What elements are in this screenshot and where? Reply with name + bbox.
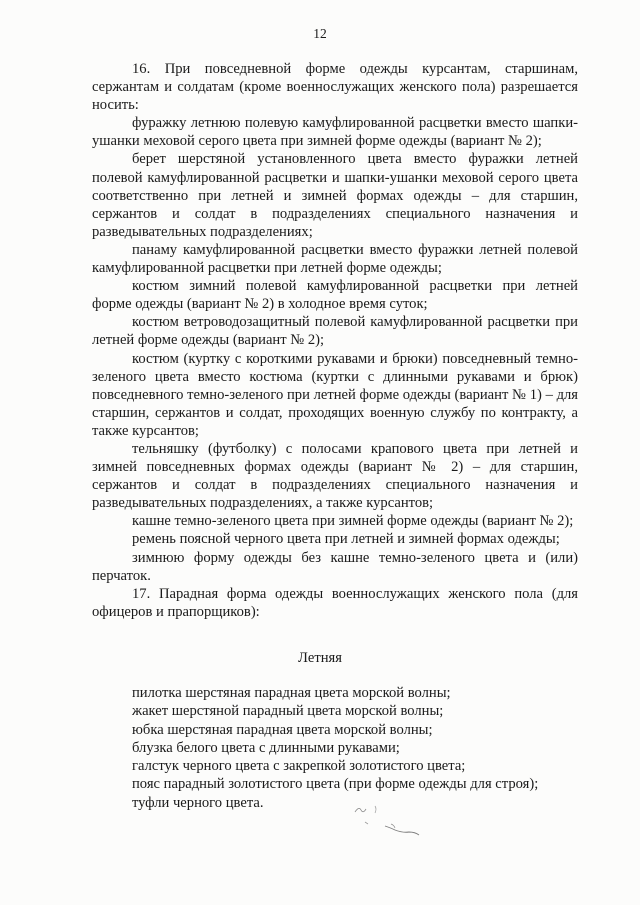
paragraph: ремень поясной черного цвета при летней и зимней формах одежды; [132, 531, 560, 548]
paragraph: костюм зимний полевой камуфлированной расцветки при летней форме одежды (вариант № 2) в холодное время суток; [92, 278, 578, 313]
summer-uniform-list [132, 684, 592, 812]
paragraph: берет шерстяной установленного цвета вместо фуражки летней полевой камуфлированной расцветки и шапки-ушанки меховой серого цвета соответственно при летней и зимней формах одежды – для старшин, сержантов и солдат в подразделениях специального назначения и разведывательных подразделениях; [92, 151, 578, 240]
paragraph: костюм (куртку с короткими рукавами и брюки) повседневный темно-зеленого цвета вместо костюма (куртки с длинными рукавами и брюк) повседневного темно-зеленого при летней форме одежды (вариант № 1) – для старшин, сержантов и солдат, проходящих военную службу по контракту, а также курсантов; [92, 350, 578, 439]
body-text [92, 60, 578, 621]
list-item: пояс парадный золотистого цвета (при форме одежды для строя); [132, 776, 539, 793]
list-item: юбка шерстяная парадная цвета морской волны; [132, 721, 433, 738]
paragraph-17: 17. Парадная форма одежды военнослужащих женского пола (для офицеров и прапорщиков): [92, 585, 578, 620]
list-item: блузка белого цвета с длинными рукавами; [132, 739, 400, 756]
paragraph: зимнюю форму одежды без кашне темно-зеленого цвета и (или) перчаток. [92, 549, 578, 584]
paragraph: фуражку летнюю полевую камуфлированной расцветки вместо шапки-ушанки меховой серого цвета при зимней форме одежды (вариант № 2); [92, 115, 578, 150]
paragraph: тельняшку (футболку) с полосами крапового цвета при летней и зимней повседневных формах одежды (вариант № 2) – для старшин, сержантов и солдат в подразделениях специального назначения и разведывательных подразделениях, а также курсантов; [92, 440, 578, 512]
list-item: жакет шерстяной парадный цвета морской волны; [132, 703, 444, 720]
paragraph: кашне темно-зеленого цвета при зимней форме одежды (вариант № 2); [132, 513, 574, 530]
list-item: пилотка шерстяная парадная цвета морской волны; [132, 685, 451, 701]
paragraph-16: 16. При повседневной форме одежды курсантам, старшинам, сержантам и солдатам (кроме военнослужащих женского пола) разрешается носить: [92, 61, 578, 114]
section-title: Летняя [298, 650, 342, 666]
paragraph: панаму камуфлированной расцветки вместо фуражки летней полевой камуфлированной расцветки при летней форме одежды; [92, 241, 578, 277]
page-number: 12 [313, 26, 327, 41]
list-item: туфли черного цвета. [132, 794, 264, 811]
list-item: галстук черного цвета с закрепкой золотистого цвета; [132, 758, 466, 775]
signature-mark [345, 800, 435, 845]
paragraph: костюм ветроводозащитный полевой камуфлированной расцветки при летней форме одежды (вариант № 2); [92, 314, 578, 349]
